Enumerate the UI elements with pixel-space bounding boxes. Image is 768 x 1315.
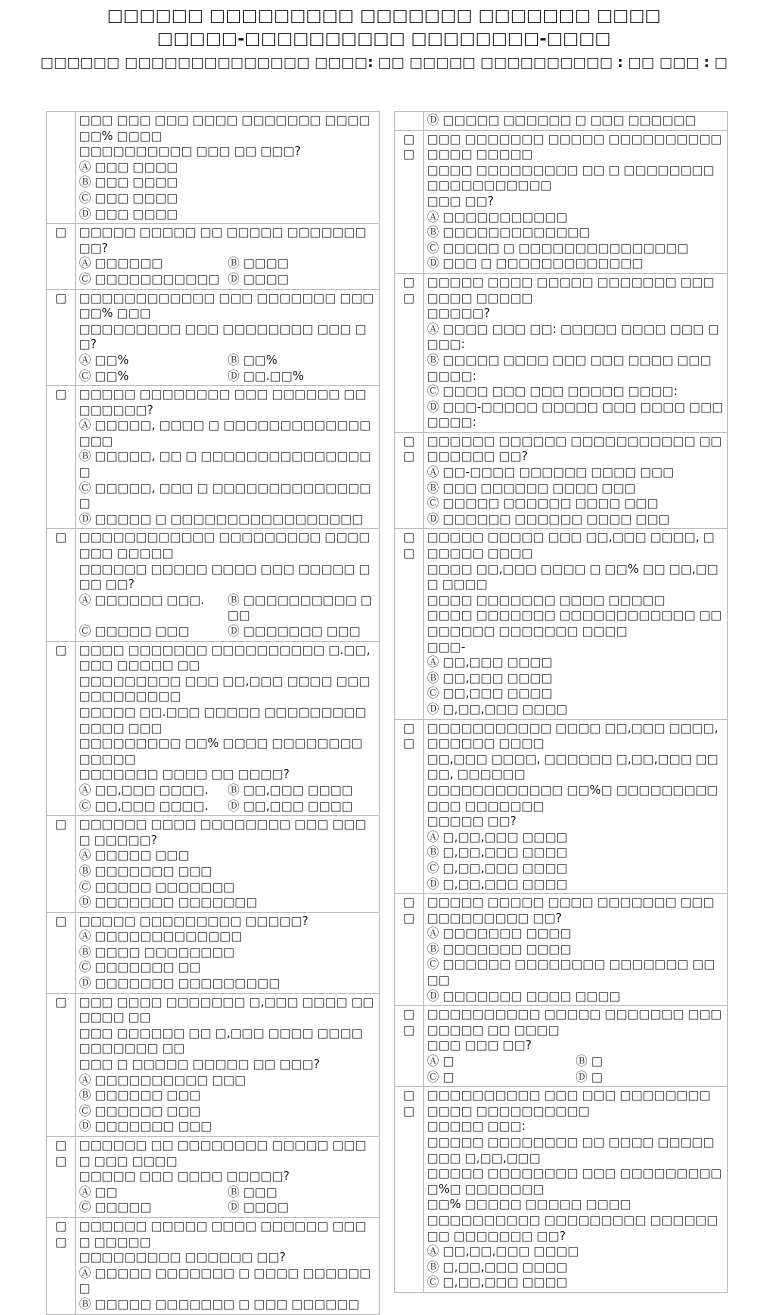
question-text-line: □□□□ □□,□□□ □□□□ □ □□% □□ □□,□□□ □□□□ [427,561,719,592]
answer-option: Ⓐ □□□□□□ [79,256,163,271]
option-pair [79,593,376,624]
answer-option: Ⓓ □□□□□ □ □□□□□□□□□□□□□□□□□ [79,511,364,526]
question-row [47,224,380,289]
answer-option: Ⓓ □□□ □□□□ [79,206,178,221]
answer-option: Ⓐ □□□□□□□□□□□ [427,209,568,224]
question-text-line: □□□□ □□□□□□□ □□□□□□□□□□□□ □□□□□□□□ □□□□□□□ □□□□ [427,608,722,638]
answer-option: Ⓐ □□□□□□ □□□. [79,592,205,607]
answer-option: Ⓐ □,□□,□□□ □□□□ [427,829,568,844]
answer-option: Ⓓ □,□□,□□□ □□□□ [427,701,568,716]
answer-option: Ⓑ □□□□□□□ □□□□ [427,941,572,956]
question-row [395,112,728,131]
question-text-line: □□□□□□□□□□□□ □□□□□□□□□ □□□□□□□ □□□□□ [79,530,371,561]
answer-option: Ⓓ □ [575,1069,603,1084]
answer-option: Ⓑ □□% [227,352,278,367]
question-text-line: □□□□□□□□□□□□ □□%□ □□□□□□□□□□□□ □□□□□□□ [427,782,719,813]
option-pair [79,353,376,369]
answer-option: Ⓑ □□□□□□ □□□ [79,1088,201,1103]
question-text-line: □□□□□ □□.□□□ □□□□□ □□□□□□□□□□□□□ □□□ [79,704,367,735]
answer-option: Ⓐ □□□□ □□□ □□: □□□□□ □□□□ □□□ □□□□: [427,321,720,352]
question-text-line: □□□ □□□ □□□ □□□□ □□□□□□□ □□□□ □□% □□□□ [79,113,371,143]
exam-subtitle: □□□□□-□□□□□□□□□□ □□□□□□□□-□□□□ [157,29,611,49]
answer-option: Ⓒ □□□□□□ □□□□□□□□ □□□□□□□ □□□□ [427,957,716,988]
question-text-line: □□□□□ □□□□□□□□ □□ □□□□ □□□□□□□□ □,□□,□□□ [427,1135,715,1165]
option-pair [79,1185,376,1201]
answer-option: Ⓐ □□,□□□ □□□□ [427,655,553,670]
answer-option: Ⓐ □□ [79,1184,118,1199]
question-text-line: □□% □□□□□ □□□□□ □□□□ [427,1197,632,1212]
question-number: □ □ [395,273,424,432]
answer-option: Ⓑ □□,□□□ □□□□ [427,670,553,685]
question-content [76,1217,380,1314]
question-row [47,816,380,913]
question-number: □ [47,993,76,1136]
question-content [424,529,728,719]
question-content [424,894,728,1006]
question-number: □ □ [395,1087,424,1293]
answer-option: Ⓒ □□□□□ □□□□□□□ [79,879,235,894]
question-number: □ □ [395,894,424,1006]
question-row [47,386,380,529]
answer-option: Ⓓ □□□ □ □□□□□□□□□□□□□ [427,256,644,271]
answer-option: Ⓒ □□□□□□□ □□ [79,960,201,975]
question-text-line: □□□□ □□□□□□□ □□□□□□□□□□ □.□□,□□□ □□□□□ □□ [79,642,371,673]
answer-option: Ⓒ □□,□□□ □□□□ [427,686,553,701]
question-content [424,1087,728,1293]
answer-option: Ⓒ □□□ □□□□ [79,190,178,205]
answer-option: Ⓐ □□,□□,□□□ □□□□ [427,1244,579,1259]
question-number: □ [47,912,76,993]
answer-option: Ⓒ □□□□□, □□□ □ □□□□□□□□□□□□□□□ [79,480,371,511]
option-pair [427,1070,724,1086]
question-text-line: □□□□□□□□□ □□□ □□,□□□ □□□□ □□□ □□□□□□□□□ [79,673,371,704]
question-content [76,289,380,386]
question-text-line: □□□□ □□□□□□□□□ □□ □ □□□□□□□□ □□□□□□□□□□□ [427,162,715,193]
question-text-line: □□,□□□ □□□□, □□□□□□ □,□□,□□□ □□□□, □□□□□□ [427,751,719,782]
answer-option: Ⓒ □□,□□□ □□□□. [79,798,209,813]
right-question-table [394,111,728,1293]
answer-option: Ⓑ □□□□□ □□□□□□□ □ □□□ □□□□□□ [79,1296,360,1311]
question-text-line: □□□□□ □□□: [427,1119,526,1134]
question-text-line: □□□□□ □□□□ □□□□□ □□□□□□□ □□□□□□□ □□□□□ [427,274,715,305]
question-text-line: □□□□□? [427,306,491,321]
question-text-line: □□□ □□□□□□□ □□□□□ □□□□□□□□□□ □□□□ □□□□□ [427,131,722,162]
answer-option: Ⓒ □ [427,1069,455,1084]
answer-option: Ⓓ □□□□□ □□□□□□ □ □□□ □□□□□□ [427,113,697,127]
question-text-line: □□□□□□□□□□ □□□□□ □□□□□□□ □□□□□□□□ □□ □□□□ [427,1007,722,1037]
question-number: □ □ [395,130,424,273]
question-number: □ □ [47,1137,76,1218]
question-row [47,529,380,641]
question-row [395,719,728,894]
question-number: □ [47,529,76,641]
question-row [395,432,728,529]
option-pair [427,1054,724,1070]
answer-option: Ⓑ □□□□ [227,256,289,271]
answer-option: Ⓑ □□□□□□□□□□ □□□ [227,592,372,623]
question-number: □ □ [395,1006,424,1087]
exam-title: □□□□□□ □□□□□□□□□ □□□□□□□ □□□□□□□ □□□□ [107,6,661,26]
question-row [395,130,728,273]
question-text-line: □□□□□□ □□ □□□□□□□□ □□□□□ □□□□ □□□ □□□□ [79,1138,367,1168]
question-content [424,130,728,273]
question-row [47,641,380,816]
question-text-line: □□□□□□□□□ □□□□□□ □□? [79,1250,286,1265]
answer-option: Ⓐ □□% [79,352,129,367]
option-pair [79,256,376,272]
question-number: □ □ [395,719,424,894]
question-number: □ [47,224,76,289]
answer-option: Ⓒ □□□□□ □ □□□□□□□□□□□□□□□ [427,240,689,255]
answer-option: Ⓐ □□-□□□□ □□□□□□ □□□□ □□□ [427,465,675,480]
answer-option: Ⓑ □□□□□, □□ □ □□□□□□□□□□□□□□□□ [79,449,371,480]
right-question-column [394,111,728,1293]
question-row [47,1217,380,1314]
question-text-line: □□□□□ □□□□□□□□ □□□ □□□□□□ □□□□□□□□? [79,387,367,417]
question-text-line: □□□□□□□ □□□□ □□ □□□□? [79,767,290,782]
question-row [395,529,728,719]
question-number: □ □ [47,1217,76,1314]
question-content [424,112,728,131]
answer-option: Ⓒ □□□□□□□□□□□ [79,271,220,286]
question-text-line: □□□ □ □□□□□ □□□□□ □□ □□□? [79,1057,320,1072]
question-text-line: □□□□□ □□□□□□□□□ □□□□□? [79,913,309,928]
question-number: □ [47,816,76,913]
answer-option: Ⓑ □□,□□□ □□□□ [227,782,353,797]
answer-option: Ⓒ □,□□,□□□ □□□□ [427,860,568,875]
answer-option: Ⓓ □□□-□□□□□ □□□□□ □□□ □□□□ □□□ □□□□: [427,399,724,430]
option-pair [79,783,376,799]
question-text-line: □□□ □□? [427,193,494,208]
question-text-line: □□□□□□□□□ □□□ □□□□□□□□ □□□ □□? [79,321,367,352]
option-pair [79,624,376,640]
answer-option: Ⓓ □□,□□□ □□□□ [227,798,353,813]
answer-option: Ⓐ □□□□□ □□□ [79,848,190,863]
question-row [395,1006,728,1087]
question-text-line: □□□□□□□□□□ □□□ □□□ □□□□□□□□ □□□□ □□□□□□□□□□ [427,1088,711,1118]
exam-info-line: □□□□□□ □□□□□□□□□□□□□□ □□□□: □□ □□□□□ □□□□□□□□□□ : □□ □□□ : □ [40,55,728,71]
question-content [424,432,728,529]
question-text-line: □□□□□ □□□□□ □□ □□□□□ □□□□□□□□□? [79,225,367,255]
question-content [424,1006,728,1087]
question-number: □ [47,289,76,386]
left-question-column [46,111,380,1315]
answer-option: Ⓓ □□□□ [227,1200,289,1215]
answer-option: Ⓒ □□□□□ □□□ [79,624,190,638]
question-text-line: □□□□□□□□□□□□ □□□ □□□□□□□ □□□ □□% □□□ [79,290,374,321]
answer-option: Ⓐ □□□□□□□□□□□□□ [79,929,243,944]
question-text-line: □□□□□□ □□□□□ □□□□ □□□ □□□□□ □□□ □□? [79,561,371,592]
question-text-line: □□□□□□ □□□□□ □□□□ □□□□□□ □□□□ □□□□□ [79,1218,367,1249]
question-text-line: □□□□□ □□□□□ □□□□ □□□□□□□ □□□□□□□□□□□□ □□? [427,895,715,925]
answer-option: Ⓓ □,□□,□□□ □□□□ [427,876,568,891]
question-content [76,112,380,224]
answer-option: Ⓐ □□□□□, □□□□ □ □□□□□□□□□□□□□□□□ [79,418,371,448]
question-row [47,1137,380,1218]
answer-option: Ⓓ □□□□ [227,271,289,286]
question-row [395,894,728,1006]
question-content [424,273,728,432]
answer-option: Ⓒ □□□□□ □□□□□□ □□□□ □□□ [427,496,659,511]
question-row [47,112,380,224]
answer-option: Ⓓ □□□□□□ □□□□□□ □□□□ □□□ [427,511,670,526]
question-number [47,112,76,224]
question-row [395,1087,728,1293]
answer-option: Ⓑ □□□ □□□□ [79,175,178,190]
question-text-line: □□□ □□□□□□ □□ □,□□□ □□□□ □□□□ □□□□□□□ □□ [79,1025,363,1056]
answer-option: Ⓓ □□□□□□□ □□□ [227,624,361,638]
question-text-line: □□□□□□□□□ □□% □□□□ □□□□□□□□ □□□□□ [79,736,363,766]
question-text-line: □□□□□□□□□□□ □□□□ □□,□□□ □□□□, □□□□□□ □□□□ [427,720,719,751]
answer-option: Ⓑ □□□ [227,1184,278,1199]
left-question-table [46,111,380,1315]
option-pair [79,369,376,385]
question-content [76,224,380,289]
question-row [47,912,380,993]
question-text-line: □□□□□□□□□□ □□□□□□□□□ □□□□□□□□ □□□□□□□ □□? [427,1212,719,1243]
answer-option: Ⓐ □□□□□ □□□□□□□ □ □□□□ □□□□□□□ [79,1265,371,1296]
answer-option: Ⓑ □ [575,1054,603,1069]
question-text-line: □□□□□ □□□□□ □□□ □□,□□□ □□□□, □□□□□□ □□□□ [427,530,715,561]
answer-option: Ⓑ □□□ □□□□□□ □□□□ □□□ [427,480,636,495]
answer-option: Ⓐ □ [427,1054,455,1069]
answer-option: Ⓑ □□□□□ □□□□ □□□ □□□ □□□□ □□□ □□□□: [427,352,712,383]
option-pair [79,272,376,288]
question-text-line: □□□□□□ □□□□ □□□□□□□□ □□□ □□□□ □□□□□? [79,817,367,847]
answer-option: Ⓑ □,□□,□□□ □□□□ [427,1259,568,1274]
question-text-line: □□□□□ □□? [427,814,517,829]
question-number: □ [47,641,76,816]
option-pair [79,1200,376,1216]
answer-option: Ⓒ □□□□ □□□ □□□ □□□□□ □□□□: [427,384,678,399]
answer-option: Ⓐ □□□□□□□□□□ □□□ [79,1072,247,1087]
answer-option: Ⓓ □□□□□□□ □□□□□□□□□ [79,976,281,991]
answer-option: Ⓑ □□□□□□□□□□□□□ [427,225,591,240]
answer-option: Ⓒ □□□□□ [79,1200,152,1215]
answer-option: Ⓐ □□,□□□ □□□□. [79,782,209,797]
answer-option: Ⓓ □□□□□□□ □□□□□□□ [79,895,258,910]
answer-option: Ⓒ □□% [79,368,129,383]
question-text-line: □□□□□□□□□□ □□□ □□ □□□? [79,144,301,159]
answer-option: Ⓑ □□□□ □□□□□□□□ [79,944,235,959]
option-pair [79,799,376,815]
question-text-line: □□□□□ □□□□□□□□ □□□ □□□□□□□□□ □%□ □□□□□□□ [427,1166,722,1196]
question-content [424,719,728,894]
answer-option: Ⓒ □,□□,□□□ □□□□ [427,1275,568,1290]
question-row [395,273,728,432]
answer-option: Ⓓ □□□□□□□ □□□ [79,1119,213,1134]
question-text-line: □□□ □□□□ □□□□□□□ □,□□□ □□□□ □□ □□□□ □□ [79,994,374,1025]
answer-option: Ⓒ □□□□□□ □□□ [79,1103,201,1118]
question-content [76,641,380,816]
question-text-line: □□□ □□□ □□? [427,1038,532,1053]
answer-option: Ⓑ □,□□,□□□ □□□□ [427,845,568,860]
question-number [395,112,424,131]
question-content [76,529,380,641]
question-text-line: □□□□□ □□□ □□□□ □□□□□? [79,1169,290,1184]
answer-option: Ⓐ □□□□□□□ □□□□ [427,926,572,941]
question-content [76,1137,380,1218]
question-number: □ □ [395,529,424,719]
question-text-line: □□□□ □□□□□□□ □□□□ □□□□□ [427,592,666,607]
question-text-line: □□□□□□ □□□□□□ □□□□□□□□□□□ □□□□□□□□ □□? [427,433,722,464]
question-text-line: □□□- [427,639,466,654]
answer-option: Ⓓ □□.□□% [227,368,304,383]
answer-option: Ⓓ □□□□□□□ □□□□ □□□□ [427,988,621,1003]
question-content [76,816,380,913]
answer-option: Ⓐ □□□ □□□□ [79,159,178,174]
question-content [76,912,380,993]
answer-option: Ⓑ □□□□□□□ □□□ [79,863,213,878]
question-number: □ □ [395,432,424,529]
question-number: □ [47,386,76,529]
question-content [76,993,380,1136]
question-row [47,289,380,386]
question-content [76,386,380,529]
question-row [47,993,380,1136]
